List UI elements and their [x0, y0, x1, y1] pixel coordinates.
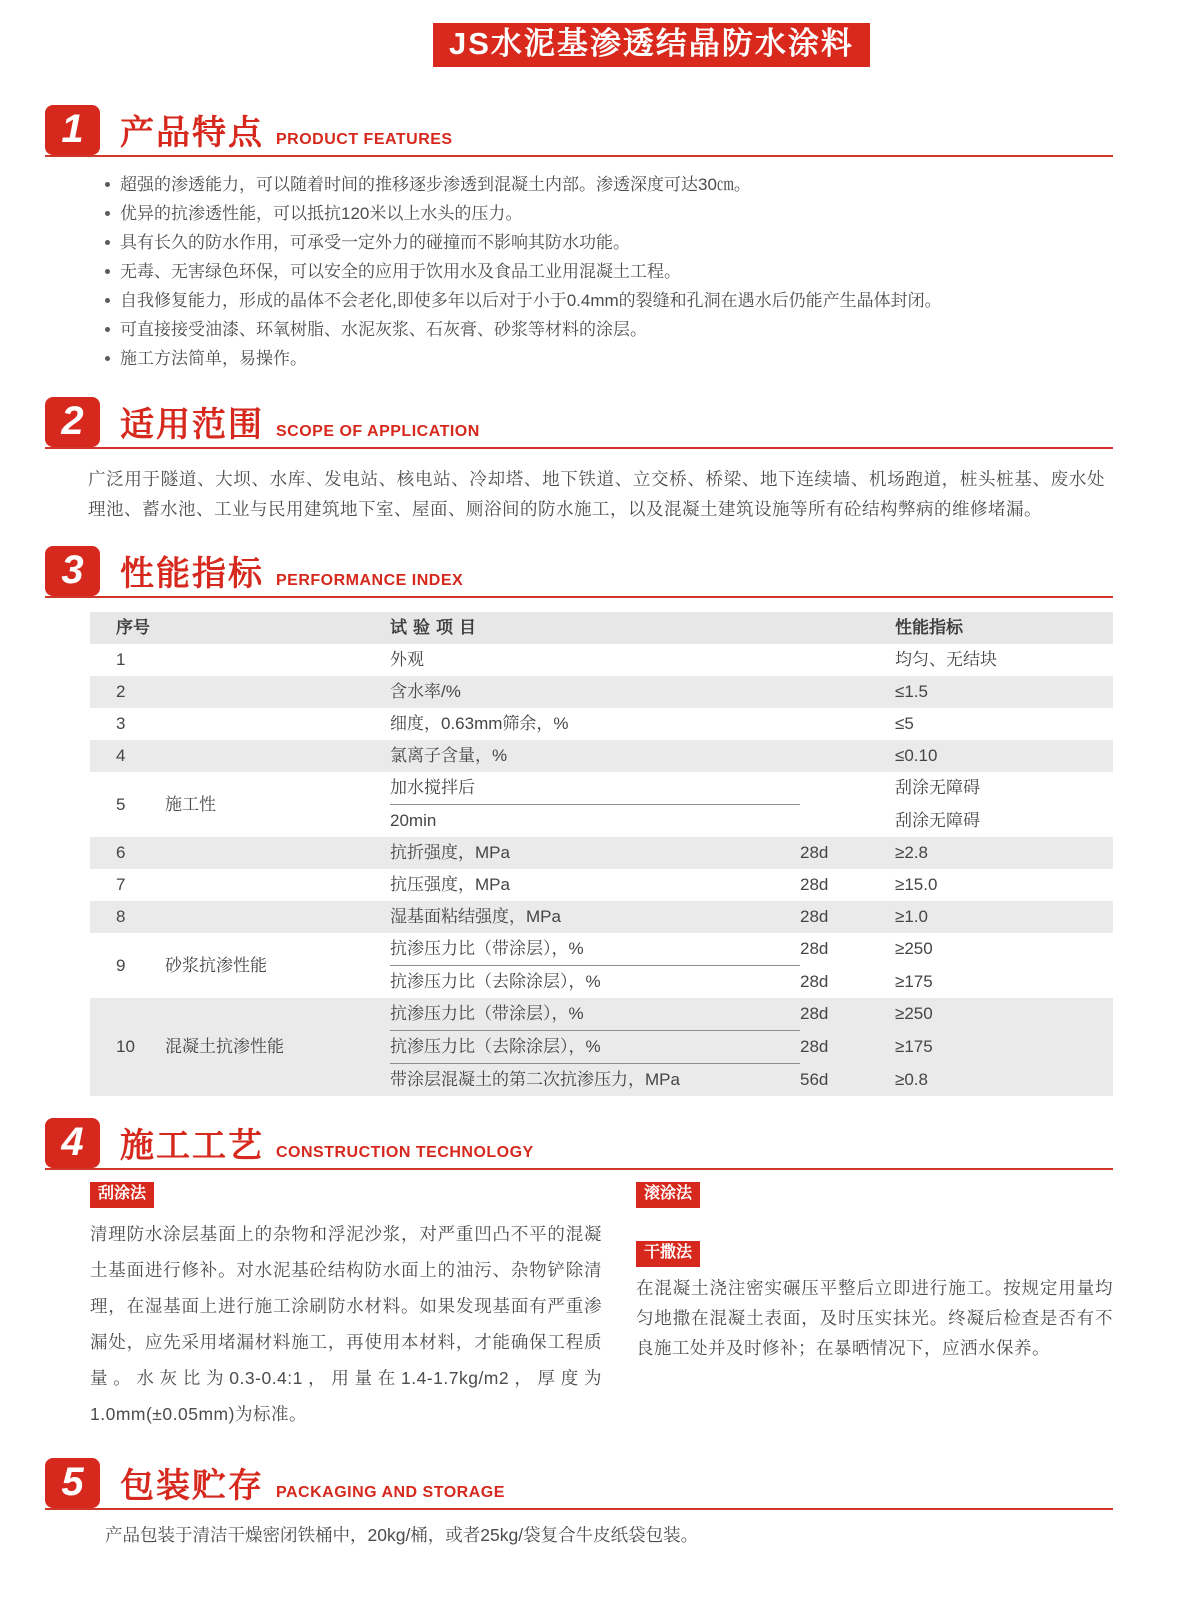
- column-header-age: [800, 612, 895, 644]
- table-row: 2 含水率/% ≤1.5: [90, 676, 1113, 708]
- section-header-product-features: [45, 105, 1113, 157]
- section-title: 包装贮存: [120, 1466, 264, 1505]
- list-item: [105, 199, 1129, 228]
- section-title: 性能指标: [120, 555, 264, 594]
- table-row: 6 抗折强度，MPa 28d ≥2.8: [90, 837, 1113, 869]
- method-tag-scrape: 刮涂法: [90, 1182, 154, 1208]
- roll-dry-method-column: [636, 1182, 1113, 1432]
- feature-text: 无毒、无害绿色环保，可以安全的应用于饮用水及食品工业用混凝土工程。: [120, 262, 681, 282]
- section-title: 产品特点: [120, 114, 264, 153]
- bullet-icon: [105, 269, 110, 274]
- bullet-icon: [105, 182, 110, 187]
- table-header-row: [90, 612, 1113, 644]
- table-row: 7 抗压强度，MPa 28d ≥15.0: [116, 875, 938, 895]
- section-subtitle: PACKAGING AND STORAGE: [276, 1483, 505, 1501]
- feature-text: 自我修复能力，形成的晶体不会老化,即使多年以后对于小于0.4mm的裂缝和孔洞在遇水后仍能产生晶体封闭。: [120, 291, 942, 311]
- bullet-icon: [105, 356, 110, 361]
- section-title: 施工工艺: [120, 1127, 264, 1166]
- table-row: 抗渗压力比（去除涂层），% 28d ≥175: [90, 1031, 1113, 1064]
- column-header-item: 试验项目: [390, 612, 800, 644]
- column-header-category: [165, 612, 390, 644]
- bullet-icon: [105, 298, 110, 303]
- column-header-no: 序号: [90, 612, 165, 644]
- section-number-badge: 4: [45, 1118, 100, 1168]
- list-item: [105, 257, 1129, 286]
- section-title: 适用范围: [120, 406, 264, 445]
- section-number-badge: 5: [45, 1458, 100, 1508]
- dry-method-text: 在混凝土浇注密实碾压平整后立即进行施工。按规定用量均匀地撒在混凝土表面，及时压实抹光。终凝后检查是否有不良施工处并及时修补；在暴晒情况下，应洒水保养。: [636, 1277, 1113, 1358]
- list-item: [105, 286, 1129, 315]
- table-row: 10 混凝土抗渗性能 抗渗压力比（带涂层），% 28d ≥250: [90, 998, 1113, 1031]
- section-number-badge: 1: [45, 105, 100, 155]
- packaging-text: 产品包装于清洁干燥密闭铁桶中，20kg/桶，或者25kg/袋复合牛皮纸袋包装。: [105, 1524, 699, 1545]
- table-row: 20min 刮涂无障碍: [390, 810, 980, 831]
- list-item: [105, 170, 1129, 199]
- feature-text: 施工方法简单，易操作。: [120, 349, 307, 369]
- scope-paragraph: 广泛用于隧道、大坝、水库、发电站、核电站、冷却塔、地下铁道、立交桥、桥梁、地下连续墙、机场跑道，桩头桩基、废水处理池、蓄水池、工业与民用建筑地下室、屋面、厕浴间的防水施工，以及混凝土建筑设施等所有砼结构弊病的维修堵漏。: [88, 469, 1105, 520]
- feature-text: 优异的抗渗透性能，可以抵抗120米以上水头的压力。: [120, 204, 523, 224]
- method-tag-roll: 滚涂法: [636, 1182, 700, 1208]
- spacer: [636, 1208, 1113, 1241]
- table-row: 1 外观 均匀、无结块: [116, 650, 997, 670]
- list-item: [105, 344, 1129, 373]
- bullet-icon: [105, 327, 110, 332]
- column-header-index: 性能指标: [895, 612, 1113, 644]
- section-header-construction: [45, 1118, 1113, 1170]
- section-subtitle: PERFORMANCE INDEX: [276, 572, 464, 590]
- row-category: 砂浆抗渗性能: [165, 955, 267, 975]
- features-list: [105, 170, 1129, 373]
- feature-text: 具有长久的防水作用，可承受一定外力的碰撞而不影响其防水功能。: [120, 233, 630, 253]
- section-header-scope: [45, 397, 1113, 449]
- section-number-badge: 2: [45, 397, 100, 447]
- section-subtitle: CONSTRUCTION TECHNOLOGY: [276, 1144, 534, 1162]
- table-row: 9 砂浆抗渗性能 抗渗压力比（带涂层），% 28d ≥250: [90, 933, 1113, 966]
- scrape-method-column: [90, 1182, 602, 1432]
- list-item: [105, 228, 1129, 257]
- table-row: 抗渗压力比（去除涂层），% 28d ≥175: [390, 971, 933, 992]
- feature-text: 超强的渗透能力，可以随着时间的推移逐步渗透到混凝土内部。渗透深度可达30㎝。: [120, 175, 751, 195]
- scrape-method-text: 清理防水涂层基面上的杂物和浮泥沙浆，对严重凹凸不平的混凝土基面进行修补。对水泥基砼结构防水面上的油污、杂物铲除清理，在湿基面上进行施工涂刷防水材料。如果发现基面有严重渗漏处，应先采用堵漏材料施工，再使用本材料，才能确保工程质量。水灰比为0.3-0.4:1，用量在1.4-1.7kg/m2，厚度为1.0mm(±0.05mm)为标准。: [90, 1223, 602, 1424]
- product-title-banner: JS水泥基渗透结晶防水涂料: [433, 23, 870, 67]
- section-header-performance: [45, 546, 1113, 598]
- list-item: [105, 315, 1129, 344]
- construction-columns: [90, 1182, 1113, 1432]
- feature-text: 可直接接受油漆、环氧树脂、水泥灰浆、石灰膏、砂浆等材料的涂层。: [120, 320, 647, 340]
- table-row: 3 细度，0.63mm筛余，% ≤5: [116, 714, 914, 734]
- table-row: 5 施工性 加水搅拌后 刮涂无障碍: [90, 772, 1113, 805]
- table-row: 带涂层混凝土的第二次抗渗压力，MPa 56d ≥0.8: [90, 1064, 1113, 1097]
- row-category: 混凝土抗渗性能: [165, 998, 390, 1096]
- method-tag-dry: 干撒法: [636, 1241, 700, 1267]
- table-row: 8 湿基面粘结强度，MPa 28d ≥1.0: [90, 901, 1113, 933]
- bullet-icon: [105, 211, 110, 216]
- section-subtitle: PRODUCT FEATURES: [276, 131, 453, 149]
- performance-table: [90, 612, 1113, 1096]
- section-header-packaging: [45, 1458, 1113, 1510]
- section-subtitle: SCOPE OF APPLICATION: [276, 423, 480, 441]
- row-category: 施工性: [165, 794, 216, 814]
- section-number-badge: 3: [45, 546, 100, 596]
- bullet-icon: [105, 240, 110, 245]
- table-row: 4 氯离子含量，% ≤0.10: [90, 740, 1113, 772]
